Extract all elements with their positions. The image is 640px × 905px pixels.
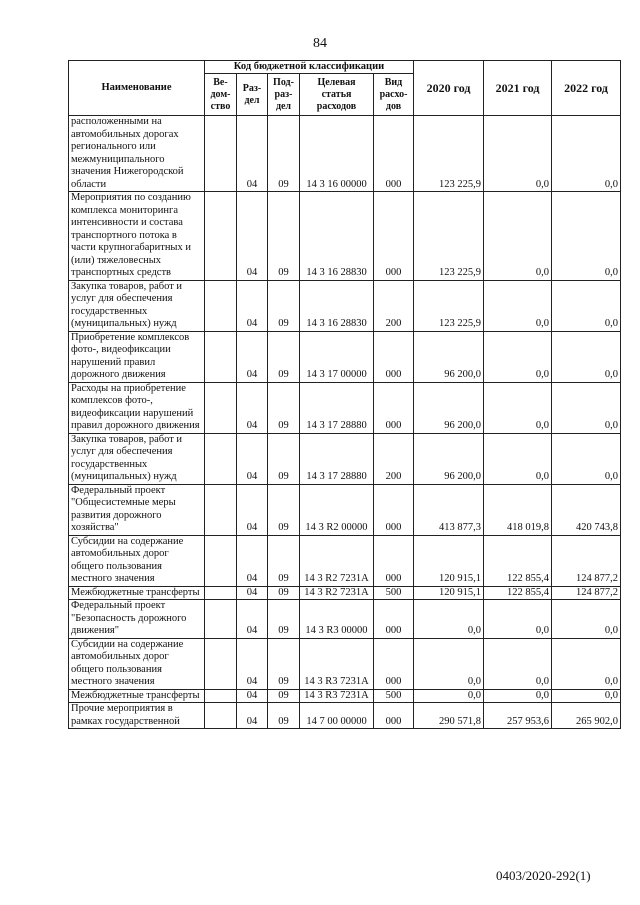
header-2022: 2022 год (552, 61, 621, 116)
table-row (69, 192, 621, 281)
row-2020: 123 225,9 (414, 280, 484, 331)
row-vid: 500 (374, 689, 414, 703)
table-row (69, 638, 621, 689)
row-2020: 96 200,0 (414, 382, 484, 433)
row-vedomstvo (205, 116, 237, 192)
row-2022: 0,0 (552, 600, 621, 639)
row-vedomstvo (205, 586, 237, 600)
table-row (69, 703, 621, 729)
row-2021: 122 855,4 (484, 535, 552, 586)
table-row (69, 600, 621, 639)
row-name: Приобретение комплексов фото-, видеофиксации нарушений правил дорожного движения (69, 331, 205, 382)
row-2020: 0,0 (414, 638, 484, 689)
row-vid: 000 (374, 331, 414, 382)
row-vid: 000 (374, 116, 414, 192)
row-vid: 000 (374, 484, 414, 535)
row-vid: 000 (374, 703, 414, 729)
row-podrazdel: 09 (268, 484, 300, 535)
row-2020: 120 915,1 (414, 535, 484, 586)
table-row (69, 484, 621, 535)
row-2020: 96 200,0 (414, 331, 484, 382)
row-2020: 290 571,8 (414, 703, 484, 729)
row-vid: 000 (374, 192, 414, 281)
row-2021: 122 855,4 (484, 586, 552, 600)
row-name: Субсидии на содержание автомобильных дорог общего пользования местного значения (69, 638, 205, 689)
row-2021: 0,0 (484, 600, 552, 639)
row-vedomstvo (205, 600, 237, 639)
table-row (69, 280, 621, 331)
row-name: Федеральный проект "Общесистемные меры развития дорожного хозяйства" (69, 484, 205, 535)
row-vedomstvo (205, 331, 237, 382)
row-2020: 96 200,0 (414, 433, 484, 484)
table-row (69, 382, 621, 433)
row-vedomstvo (205, 280, 237, 331)
row-2020: 123 225,9 (414, 116, 484, 192)
row-2022: 0,0 (552, 382, 621, 433)
row-podrazdel: 09 (268, 192, 300, 281)
row-vedomstvo (205, 484, 237, 535)
row-vid: 000 (374, 535, 414, 586)
row-name: Межбюджетные трансферты (69, 586, 205, 600)
row-name: расположенными на автомобильных дорогах регионального или межмуниципального значения Нижегородской области (69, 116, 205, 192)
row-razdel: 04 (237, 116, 268, 192)
row-vedomstvo (205, 689, 237, 703)
row-razdel: 04 (237, 331, 268, 382)
row-podrazdel: 09 (268, 331, 300, 382)
row-2022: 0,0 (552, 638, 621, 689)
header-2020: 2020 год (414, 61, 484, 116)
row-razdel: 04 (237, 484, 268, 535)
header-2021: 2021 год (484, 61, 552, 116)
row-vedomstvo (205, 703, 237, 729)
row-podrazdel: 09 (268, 433, 300, 484)
row-target: 14 3 17 28880 (300, 382, 374, 433)
row-target: 14 7 00 00000 (300, 703, 374, 729)
row-razdel: 04 (237, 600, 268, 639)
row-2021: 0,0 (484, 192, 552, 281)
row-name: Закупка товаров, работ и услуг для обеспечения государственных (муниципальных) нужд (69, 433, 205, 484)
row-podrazdel: 09 (268, 638, 300, 689)
row-2022: 124 877,2 (552, 535, 621, 586)
row-2021: 0,0 (484, 280, 552, 331)
row-2022: 265 902,0 (552, 703, 621, 729)
row-vid: 200 (374, 280, 414, 331)
row-vid: 200 (374, 433, 414, 484)
row-2022: 0,0 (552, 433, 621, 484)
header-vid: Вид расхо-дов (374, 74, 414, 116)
table-row (69, 535, 621, 586)
header-code-group: Код бюджетной классификации (205, 61, 414, 74)
row-2021: 0,0 (484, 382, 552, 433)
table-row (69, 116, 621, 192)
row-podrazdel: 09 (268, 280, 300, 331)
row-vid: 000 (374, 638, 414, 689)
table-row (69, 331, 621, 382)
row-razdel: 04 (237, 382, 268, 433)
row-2022: 0,0 (552, 689, 621, 703)
row-podrazdel: 09 (268, 689, 300, 703)
row-vedomstvo (205, 433, 237, 484)
row-name: Прочие мероприятия в рамках государственной (69, 703, 205, 729)
row-2021: 0,0 (484, 689, 552, 703)
row-name: Расходы на приобретение комплексов фото-, видеофиксации нарушений правил дорожного движения (69, 382, 205, 433)
row-razdel: 04 (237, 192, 268, 281)
row-2021: 257 953,6 (484, 703, 552, 729)
row-2022: 420 743,8 (552, 484, 621, 535)
row-razdel: 04 (237, 689, 268, 703)
table-body (69, 116, 621, 729)
row-vid: 000 (374, 600, 414, 639)
row-2020: 413 877,3 (414, 484, 484, 535)
row-name: Межбюджетные трансферты (69, 689, 205, 703)
row-vedomstvo (205, 535, 237, 586)
row-razdel: 04 (237, 703, 268, 729)
row-target: 14 3 R2 7231A (300, 586, 374, 600)
row-podrazdel: 09 (268, 382, 300, 433)
row-vedomstvo (205, 638, 237, 689)
row-2022: 124 877,2 (552, 586, 621, 600)
row-razdel: 04 (237, 638, 268, 689)
header-podrazdel: Под-раз-дел (268, 74, 300, 116)
row-name: Мероприятия по созданию комплекса мониторинга интенсивности и состава транспортного потока в части крупногабаритных и (или) тяжеловесных транспортных средств (69, 192, 205, 281)
row-target: 14 3 R2 00000 (300, 484, 374, 535)
row-2021: 0,0 (484, 116, 552, 192)
page-number: 84 (313, 36, 327, 51)
row-2021: 418 019,8 (484, 484, 552, 535)
row-2020: 0,0 (414, 600, 484, 639)
row-vedomstvo (205, 192, 237, 281)
row-2021: 0,0 (484, 433, 552, 484)
row-2022: 0,0 (552, 192, 621, 281)
row-2022: 0,0 (552, 116, 621, 192)
row-2020: 123 225,9 (414, 192, 484, 281)
row-2022: 0,0 (552, 280, 621, 331)
row-2020: 120 915,1 (414, 586, 484, 600)
row-name: Субсидии на содержание автомобильных дорог общего пользования местного значения (69, 535, 205, 586)
row-target: 14 3 16 28830 (300, 192, 374, 281)
row-name: Федеральный проект "Безопасность дорожного движения" (69, 600, 205, 639)
row-podrazdel: 09 (268, 600, 300, 639)
row-target: 14 3 16 28830 (300, 280, 374, 331)
row-target: 14 3 R3 00000 (300, 600, 374, 639)
row-razdel: 04 (237, 280, 268, 331)
budget-table (68, 60, 621, 729)
row-target: 14 3 R3 7231A (300, 689, 374, 703)
row-razdel: 04 (237, 433, 268, 484)
row-target: 14 3 17 00000 (300, 331, 374, 382)
table-row (69, 586, 621, 600)
row-2021: 0,0 (484, 331, 552, 382)
row-podrazdel: 09 (268, 703, 300, 729)
row-podrazdel: 09 (268, 116, 300, 192)
row-razdel: 04 (237, 535, 268, 586)
row-2021: 0,0 (484, 638, 552, 689)
header-name: Наименование (69, 61, 205, 116)
row-podrazdel: 09 (268, 586, 300, 600)
header-vedomstvo: Ве-дом-ство (205, 74, 237, 116)
header-target: Целевая статья расходов (300, 74, 374, 116)
row-razdel: 04 (237, 586, 268, 600)
row-vedomstvo (205, 382, 237, 433)
row-vid: 500 (374, 586, 414, 600)
row-podrazdel: 09 (268, 535, 300, 586)
row-target: 14 3 16 00000 (300, 116, 374, 192)
row-name: Закупка товаров, работ и услуг для обеспечения государственных (муниципальных) нужд (69, 280, 205, 331)
row-2020: 0,0 (414, 689, 484, 703)
row-vid: 000 (374, 382, 414, 433)
document-code: 0403/2020-292(1) (496, 868, 591, 883)
row-target: 14 3 R3 7231A (300, 638, 374, 689)
table-row (69, 689, 621, 703)
row-target: 14 3 17 28880 (300, 433, 374, 484)
header-razdel: Раз-дел (237, 74, 268, 116)
table-row (69, 433, 621, 484)
row-2022: 0,0 (552, 331, 621, 382)
row-target: 14 3 R2 7231A (300, 535, 374, 586)
